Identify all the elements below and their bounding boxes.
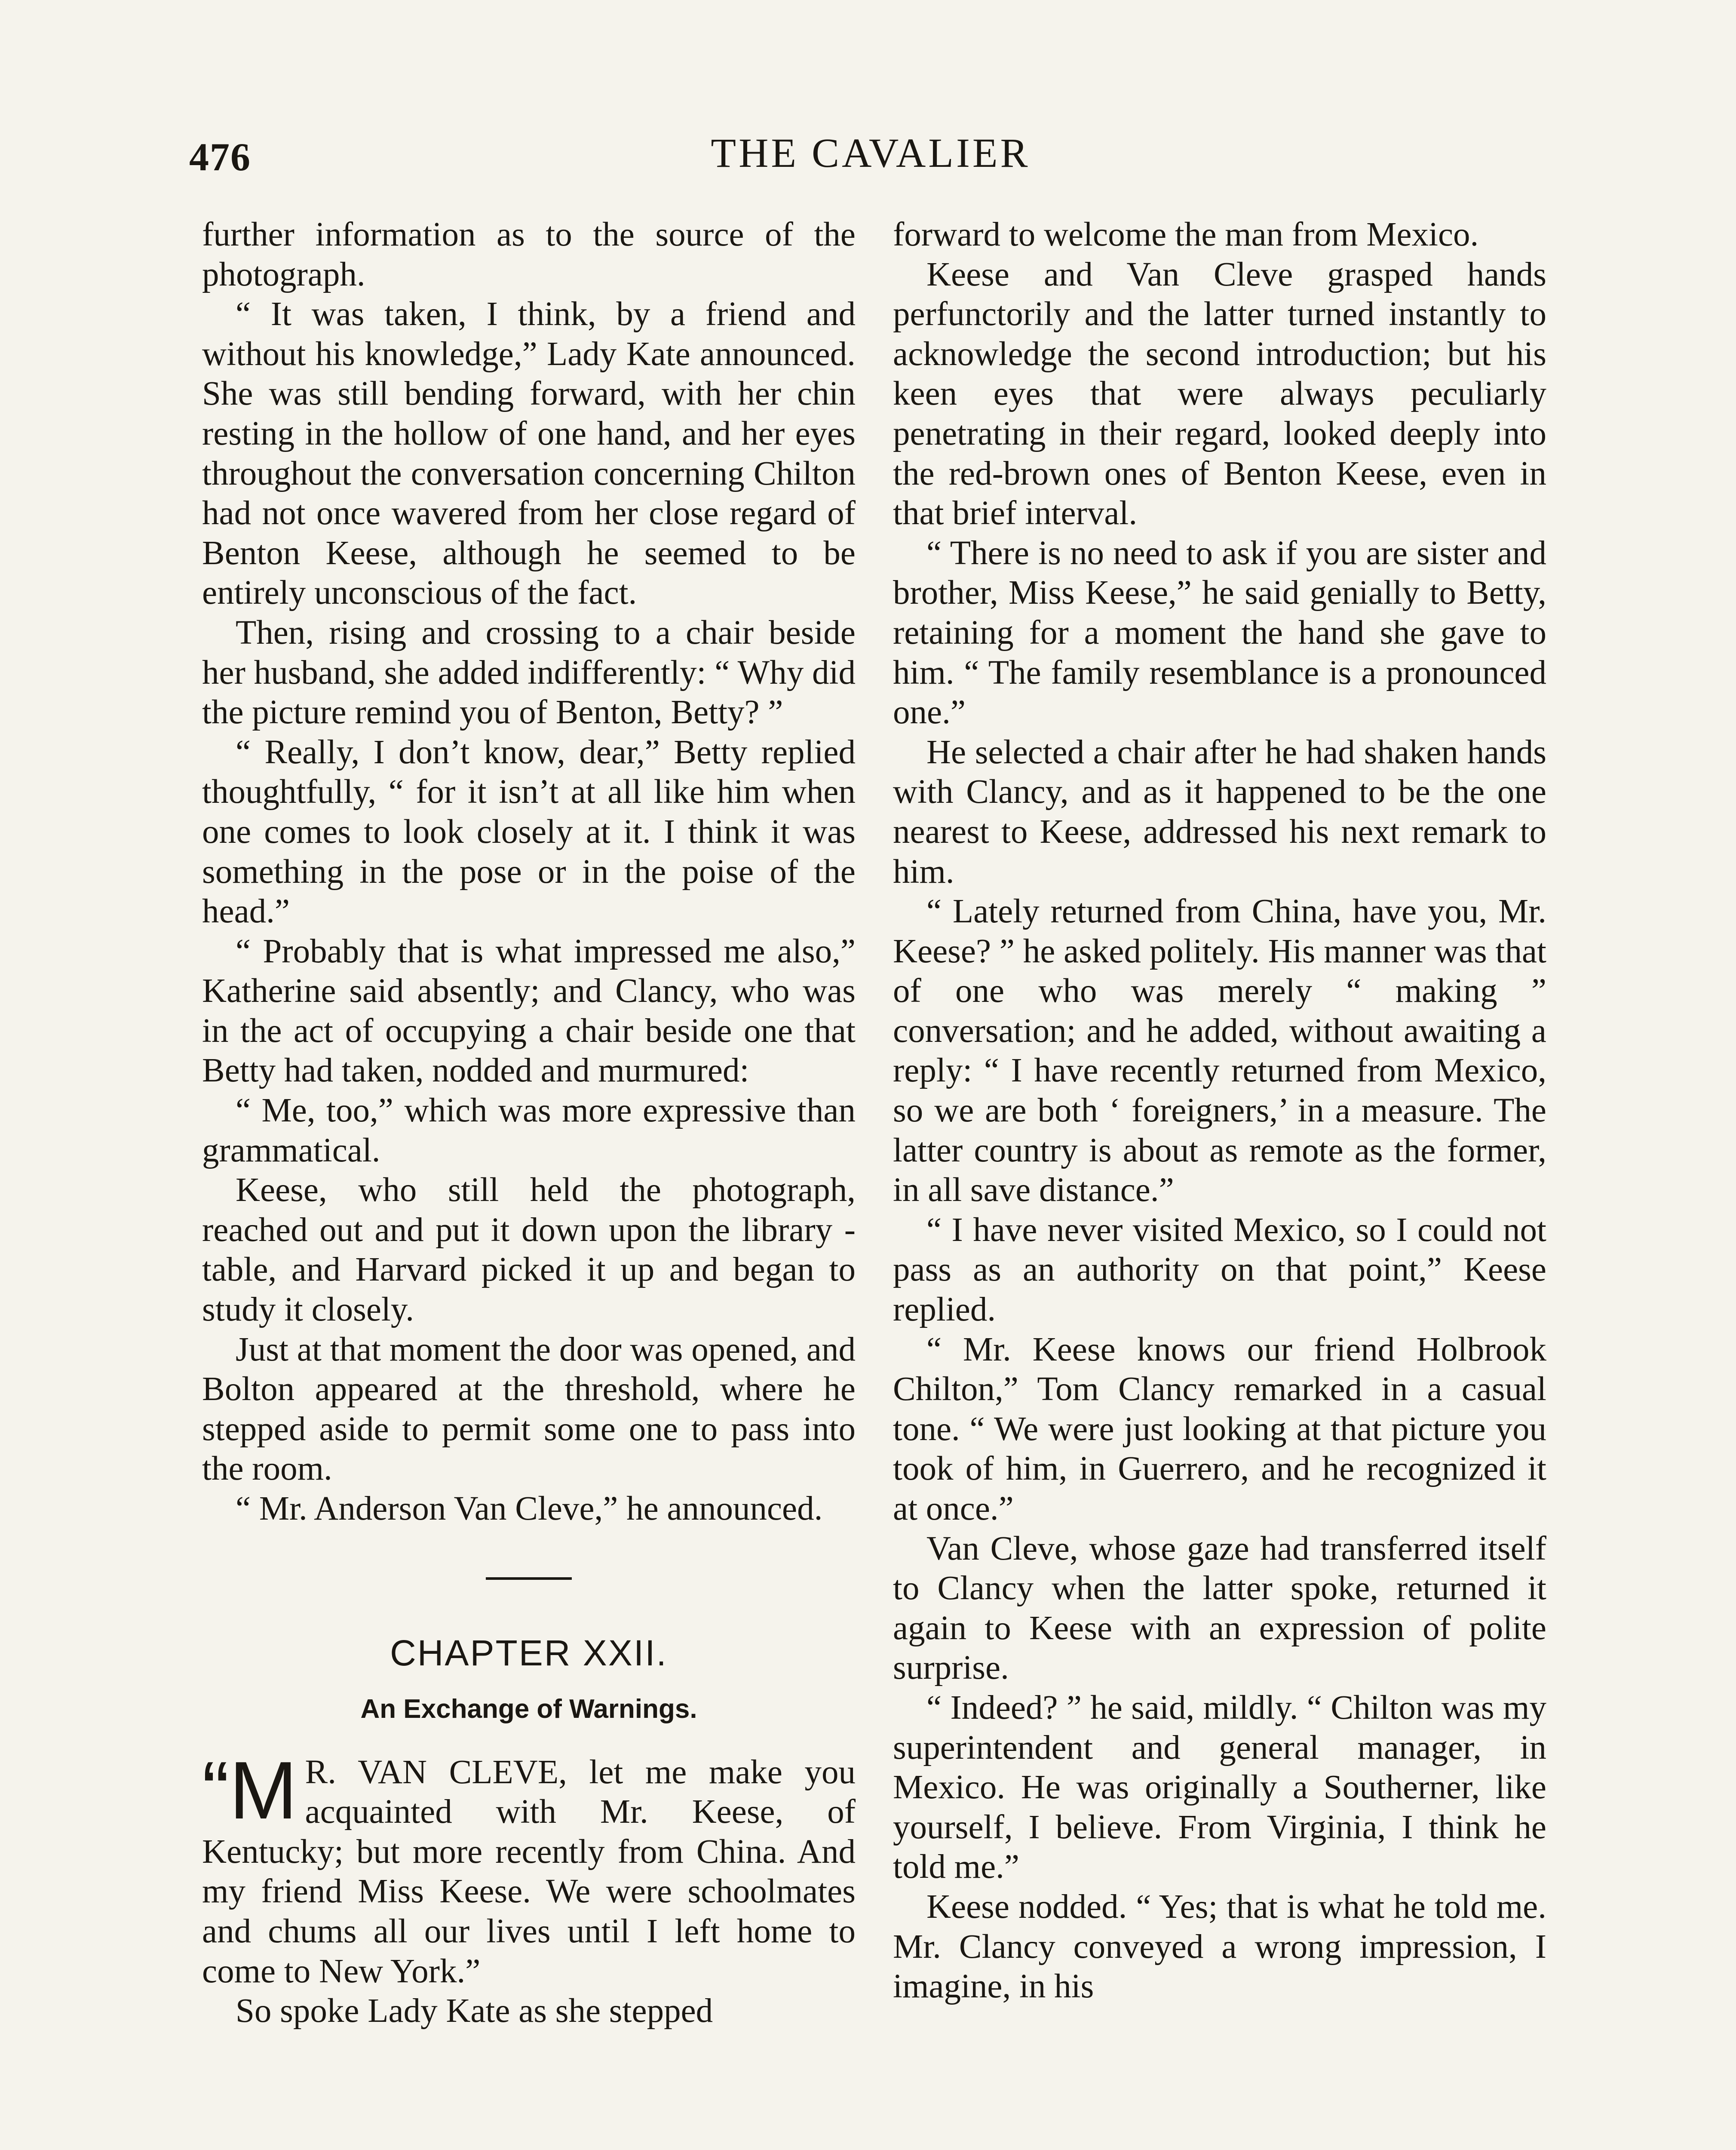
page-header [189, 129, 1552, 198]
running-title: THE CAVALIER [711, 130, 1031, 176]
paragraph: forward to welcome the man from Mexico. [893, 216, 1479, 253]
paragraph: “ Really, I don’t know, dear,” Betty replied thoughtfully, “ for it isn’t at all like him when one comes to look closely at it. I think it was something in the pose or in the poise of the head.” [202, 733, 856, 931]
chapter-subtitle: An Exchange of Warnings. [360, 1694, 697, 1724]
paragraph: “ Lately returned from China, have you, Mr. Keese? ” he asked politely. His manner was that of one who was merely “ making ” conversation; and he added, without awaiting a reply: “ I have recently returned from Mexico, so we are both ‘ foreigners,’ in a measure. The latter country is about as remote as the former, in all save distance.” [893, 893, 1546, 1209]
right-column [893, 215, 1546, 2007]
opening-text: R. VAN CLEVE, let me make you acquainted with Mr. Keese, of Kentucky; but more recently from China. And my friend Miss Keese. We were schoolmates and chums all our lives until I left home to come to New York.” [202, 1753, 856, 1990]
paragraph: “ Mr. Keese knows our friend Holbrook Chilton,” Tom Clancy remarked in a casual tone. “ We were just looking at that picture you took of him, in Guerrero, and he recognized it at once.” [893, 1330, 1546, 1527]
paragraph: Then, rising and crossing to a chair beside her husband, she added indifferently: “ Why did the picture remind you of Benton, Betty? ” [202, 614, 856, 731]
paragraph: “ Mr. Anderson Van Cleve,” he announced. [236, 1490, 823, 1527]
paragraph: “ There is no need to ask if you are sister and brother, Miss Keese,” he said genially to Betty, retaining for a moment the hand she gave to him. “ The family resemblance is a pronounced one.” [893, 534, 1546, 731]
paragraph: Keese and Van Cleve grasped hands perfunctorily and the latter turned instantly to acknowledge the second introduction; but his keen eyes that were always peculiarly penetrating in their regard, looked deeply into the red-brown ones of Benton Keese, even in that brief interval. [893, 255, 1546, 532]
chapter-heading: CHAPTER XXII. [390, 1632, 668, 1673]
paragraph: “ Probably that is what impressed me also,” Katherine said absently; and Clancy, who was in the act of occupying a chair beside one that Betty had taken, nodded and murmured: [202, 932, 856, 1090]
page-number: 476 [189, 135, 251, 179]
paragraph: “ Me, too,” which was more expressive than grammatical. [202, 1092, 856, 1169]
paragraph: Keese, who still held the photograph, reached out and put it down upon the library - table, and Harvard picked it up and began to study it closely. [202, 1171, 856, 1329]
chapter-opening-paragraph [202, 1745, 856, 1992]
left-column [202, 215, 856, 2031]
drop-cap: “M [202, 1745, 298, 1836]
section-divider [486, 1577, 572, 1580]
paragraph: So spoke Lady Kate as she stepped [236, 1992, 713, 2030]
paragraph: He selected a chair after he had shaken hands with Clancy, and as it happened to be the one nearest to Keese, addressed his next remark to him. [893, 733, 1546, 891]
paragraph: Keese nodded. “ Yes; that is what he told me. Mr. Clancy conveyed a wrong impression, I imagine, in his [893, 1888, 1546, 2006]
paragraph: Just at that moment the door was opened, and Bolton appeared at the threshold, where he stepped aside to permit some one to pass into the room. [202, 1330, 856, 1488]
paragraph: “ I have never visited Mexico, so I could not pass as an authority on that point,” Keese replied. [893, 1211, 1546, 1329]
paragraph: “ Indeed? ” he said, mildly. “ Chilton was my superintendent and general manager, in Mexico. He was originally a Southerner, like yourself, I believe. From Virginia, I think he told me.” [893, 1689, 1546, 1886]
paragraph: further information as to the source of the photograph. [202, 216, 856, 293]
paragraph: “ It was taken, I think, by a friend and without his knowledge,” Lady Kate announced. She was still bending forward, with her chin resting in the hollow of one hand, and her eyes throughout the conversation concerning Chilton had not once wavered from her close regard of Benton Keese, although he seemed to be entirely unconscious of the fact. [202, 295, 856, 612]
paragraph: Van Cleve, whose gaze had transferred itself to Clancy when the latter spoke, returned it again to Keese with an expression of polite surprise. [893, 1530, 1546, 1687]
